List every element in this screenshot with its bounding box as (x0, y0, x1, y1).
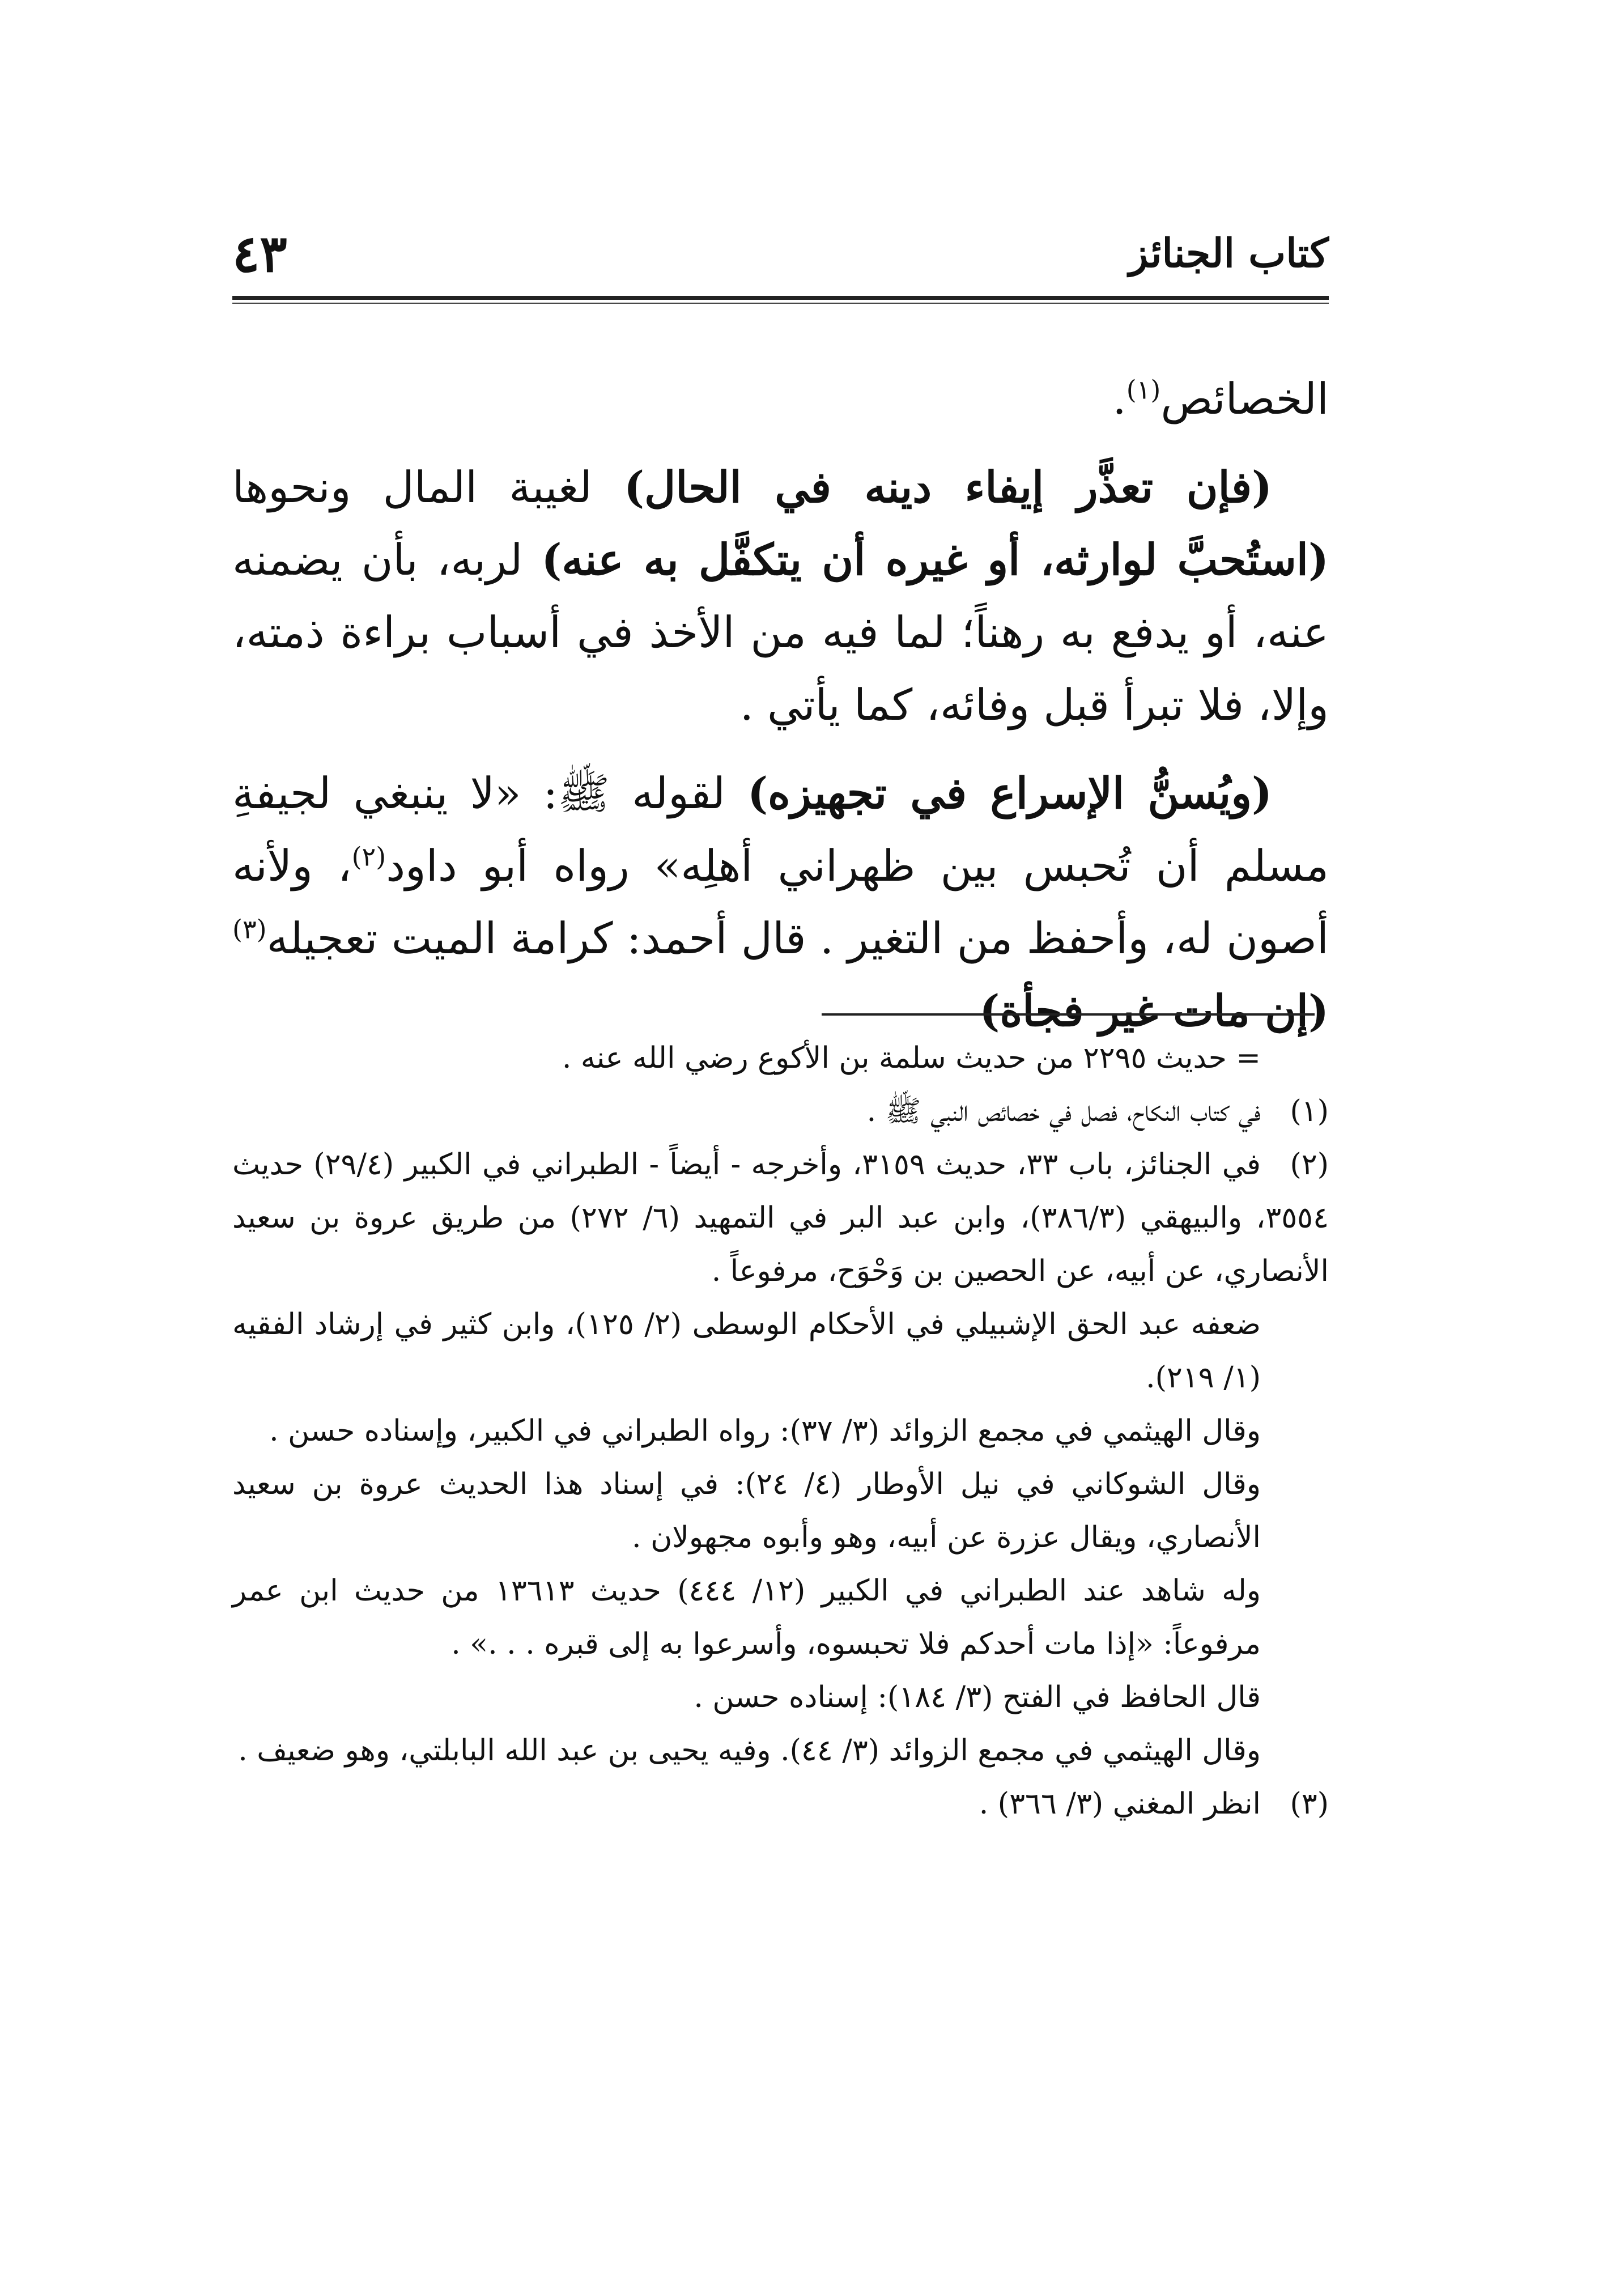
footnote-ref-3[interactable]: (٣) (232, 914, 267, 945)
footnote-2-part: ضعفه عبد الحق الإشبيلي في الأحكام الوسطى (٢/ ١٢٥)، وابن كثير في إرشاد الفقيه (١/ ٢١٩). (232, 1307, 1261, 1395)
paragraph-continuation: الخصائص$^{(١)}$. (1112, 373, 1329, 424)
matn-text: (استُحبَّ لوارثه، أو غيره أن يتكفَّل به عنه) (541, 534, 1329, 585)
footnote-2: (٢)في الجنائز، باب ٣٣، حديث ٣١٥٩، وأخرجه - أيضاً - الطبراني في الكبير (٢٩/٤) حديث ٣٥٥٤، والبيهقي (٣٨٦/٣)، وابن عبد البر في التمهيد (٦/ ٢٧٢) من طريق عروة بن سعيد الأنصاري، عن أبيه، عن الحصين بن وَحْوَح، مرفوعاً . (232, 1138, 1329, 1298)
footnote-2-part: وقال الهيثمي في مجمع الزوائد (٣/ ٤٤). وفيه يحيى بن عبد الله البابلتي، وهو ضعيف . (238, 1734, 1261, 1768)
footnote-1: (١)في كتاب النكاح، فصل في خصائص النبي ﷺ . (232, 1085, 1329, 1138)
footnotes (232, 1031, 1329, 1831)
footnote-number: (٣) (1290, 1787, 1329, 1821)
paragraph-hastening: (ويُسنُّ الإسراع في تجهيزه) لقوله ﷺ: «لا ينبغي لجيفةِ مسلم أن تُحبس بين ظهراني أهلِه» رواه أبو داود$^{(٢)}$، ولأنه أصون له، وأحفظ من التغير . قال أحمد: كرامة الميت تعجيله$^{(٣)}$ (إن مات غير فجأة) (232, 768, 1329, 1036)
running-header (232, 224, 1329, 286)
matn-text: (ويُسنُّ الإسراع في تجهيزه) (747, 768, 1272, 818)
footnote-number: (٢) (1290, 1148, 1329, 1182)
footnote-separator (822, 1013, 1315, 1016)
footnote-3: (٣)انظر المغني (٣/ ٣٦٦) . (232, 1777, 1329, 1831)
footnote-number: (١) (1290, 1094, 1329, 1128)
header-rule (232, 296, 1329, 300)
matn-text: (إن مات غير فجأة) (979, 986, 1329, 1036)
footnote-ref-1[interactable]: (١) (1126, 374, 1161, 405)
footnote-2-part: وقال الهيثمي في مجمع الزوائد (٣/ ٣٧): رواه الطبراني في الكبير، وإسناده حسن . (269, 1414, 1261, 1448)
page-number: ٤٣ (232, 224, 287, 284)
footnote-ref-2[interactable]: (٢) (351, 841, 386, 872)
footnote-2-part: قال الحافظ في الفتح (٣/ ١٨٤): إسناده حسن . (694, 1680, 1261, 1714)
book-title: كتاب الجنائز (1129, 230, 1329, 277)
main-text (232, 363, 1329, 1047)
matn-text: (فإن تعذَّر إيفاء دينه في الحال) (624, 462, 1272, 512)
footnote-carryover: = حديث ٢٢٩٥ من حديث سلمة بن الأكوع رضي الله عنه . (562, 1041, 1261, 1075)
footnote-2-part: وله شاهد عند الطبراني في الكبير (١٢/ ٤٤٤) حديث ١٣٦١٣ من حديث ابن عمر مرفوعاً: «إذا مات أحدكم فلا تحبسوه، وأسرعوا به إلى قبره . . .» . (232, 1574, 1261, 1661)
footnote-2-part: وقال الشوكاني في نيل الأوطار (٤/ ٢٤): في إسناد هذا الحديث عروة بن سعيد الأنصاري، ويقال عزرة عن أبيه، وهو وأبوه مجهولان . (232, 1467, 1261, 1555)
header-rule-thin (232, 303, 1329, 304)
paragraph-debt: (فإن تعذَّر إيفاء دينه في الحال) لغيبة المال ونحوها (استُحبَّ لوارثه، أو غيره أن يتكفَّل به عنه) لربه، بأن يضمنه عنه، أو يدفع به رهناً؛ لما فيه من الأخذ في أسباب براءة ذمته، وإلا، فلا تبرأ قبل وفائه، كما يأتي . (232, 462, 1329, 730)
